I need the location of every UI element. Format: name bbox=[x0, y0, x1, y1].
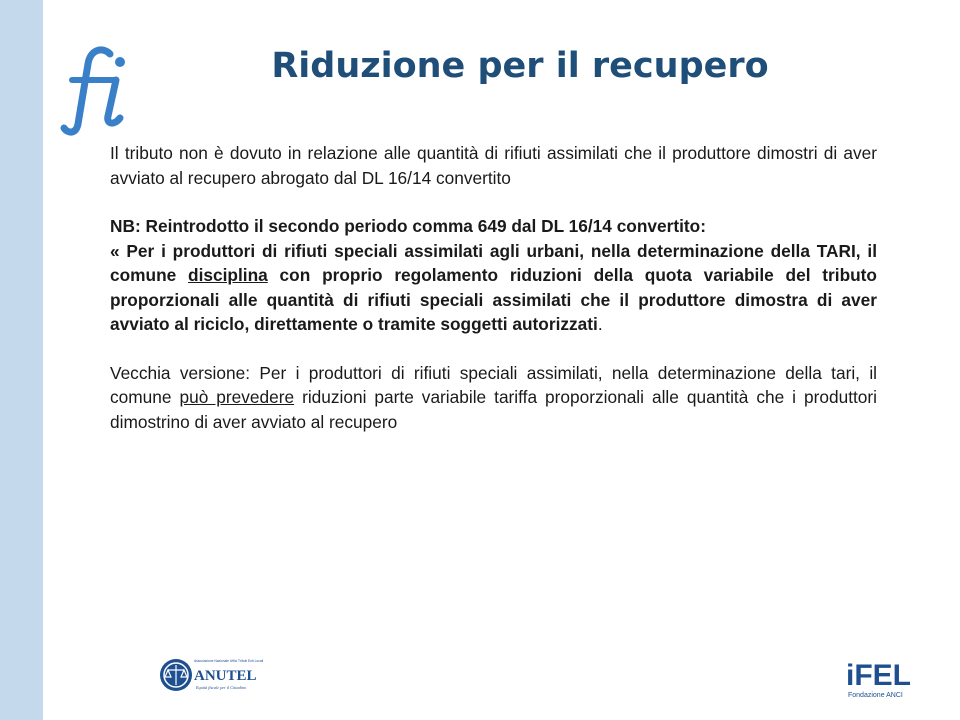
slide-title: Riduzione per il recupero bbox=[271, 46, 769, 86]
anutel-name-text: ANUTEL bbox=[194, 668, 257, 684]
left-accent-bar bbox=[0, 0, 43, 720]
anutel-logo bbox=[158, 656, 264, 694]
quote-underlined-word: disciplina bbox=[188, 265, 268, 285]
slide-body bbox=[110, 141, 877, 434]
ifel-sub-text: Fondazione ANCI bbox=[848, 692, 903, 699]
ifel-name-text: iFEL bbox=[846, 659, 911, 692]
old-version-paragraph bbox=[110, 361, 877, 435]
quote-text-start: « Per i produttori di rifiuti speciali assimilati agli urbani, nella determinazione della TARI, il comune bbox=[110, 240, 877, 285]
old-version-end: riduzioni parte variabile tariffa proporzionali alle quantità che i produttori dimostrino di aver avviato al recupero bbox=[110, 387, 877, 432]
quoted-norm bbox=[110, 239, 877, 337]
old-version-underlined: può prevedere bbox=[179, 387, 295, 407]
anutel-org-text: Associazione Nazionale Uffici Tributi Enti Locali bbox=[194, 659, 264, 663]
nb-heading: NB: Reintrodotto il secondo periodo comma 649 dal DL 16/14 convertito: bbox=[110, 216, 706, 236]
fi-logo-icon bbox=[58, 40, 138, 136]
anutel-motto-text: Equità fiscale per il Cittadino bbox=[196, 685, 247, 690]
ifel-logo bbox=[846, 651, 911, 701]
quote-text-end: con proprio regolamento riduzioni della quota variabile del tributo proporzionali alle quantità di rifiuti speciali assimilati che il produttore dimostra di aver avviato al riciclo, direttamente o tramite soggetti autorizzati bbox=[110, 265, 877, 334]
old-version-start: Vecchia versione: Per i produttori di rifiuti speciali assimilati, nella determinazione della tari, il comune bbox=[110, 362, 877, 407]
quote-period: . bbox=[597, 314, 603, 334]
paragraph-intro: Il tributo non è dovuto in relazione alle quantità di rifiuti assimilati che il produttore dimostri di aver avviato al recupero abrogato dal DL 16/14 convertito bbox=[110, 143, 877, 188]
